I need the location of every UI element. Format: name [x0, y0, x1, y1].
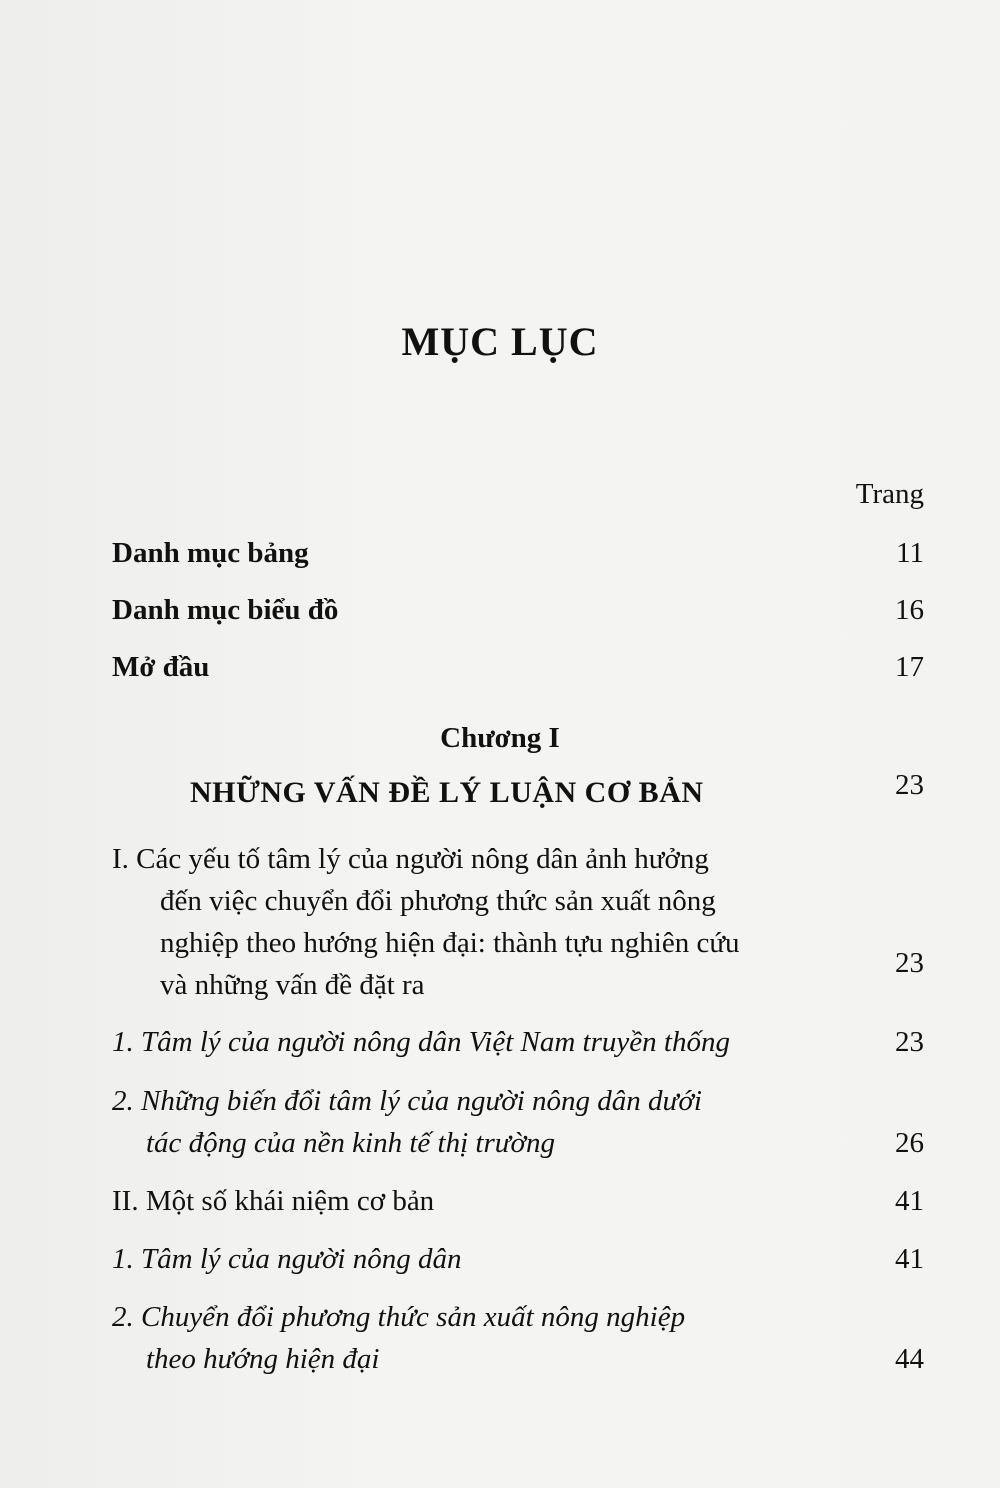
toc-entry-line: I. Các yếu tố tâm lý của người nông dân ảnh hưởng: [112, 843, 709, 875]
toc-entry-subsection-1-2[interactable]: [112, 1080, 822, 1164]
chapter-label: Chương I: [440, 722, 560, 754]
toc-entry-line: 2. Chuyển đổi phương thức sản xuất nông nghiệp: [112, 1301, 686, 1333]
toc-entry-line: 1. Tâm lý của người nông dân: [112, 1243, 462, 1275]
toc-entry-danh-muc-bieu-do[interactable]: [112, 589, 338, 631]
toc-entry-label: Danh mục biểu đồ: [112, 594, 339, 626]
toc-entry-subsection-1-1[interactable]: [112, 1021, 730, 1063]
toc-page-number: 41: [895, 1185, 924, 1217]
toc-entry-subsection-2-1[interactable]: [112, 1238, 461, 1280]
chapter-page-number: 23: [895, 769, 924, 801]
toc-page-number: 23: [895, 947, 924, 979]
toc-page-number: 41: [895, 1243, 924, 1275]
toc-entry-subsection-2-2[interactable]: [112, 1296, 822, 1380]
toc-title: MỤC LỤC: [401, 319, 599, 364]
toc-page-number: 44: [895, 1343, 924, 1375]
toc-entry-section-1[interactable]: [112, 838, 822, 1006]
toc-entry-line: 2. Những biến đổi tâm lý của người nông dân dưới: [112, 1085, 702, 1117]
toc-page-number: 26: [895, 1127, 924, 1159]
page-column-header: Trang: [855, 478, 924, 510]
toc-page-number: 16: [895, 594, 924, 626]
toc-page-number: 11: [896, 537, 924, 569]
toc-entry-line: theo hướng hiện đại: [146, 1343, 380, 1375]
toc-page-number: 17: [895, 651, 924, 683]
toc-entry-label: Danh mục bảng: [112, 537, 309, 569]
toc-entry-line: tác động của nền kinh tế thị trường: [146, 1127, 556, 1159]
toc-page-number: 23: [895, 1026, 924, 1058]
toc-entry-line: 1. Tâm lý của người nông dân Việt Nam truyền thống: [112, 1026, 730, 1058]
toc-entry-label: Mở đầu: [112, 651, 210, 683]
toc-entry-section-2[interactable]: [112, 1180, 434, 1222]
toc-entry-danh-muc-bang[interactable]: [112, 532, 309, 574]
toc-entry-mo-dau[interactable]: [112, 646, 209, 688]
toc-entry-line: nghiệp theo hướng hiện đại: thành tựu nghiên cứu: [160, 927, 740, 959]
toc-entry-line: đến việc chuyển đổi phương thức sản xuất nông: [160, 885, 716, 917]
toc-entry-line: II. Một số khái niệm cơ bản: [112, 1185, 435, 1217]
toc-entry-line: và những vấn đề đặt ra: [160, 969, 425, 1001]
chapter-title[interactable]: NHỮNG VẤN ĐỀ LÝ LUẬN CƠ BẢN: [190, 776, 704, 809]
